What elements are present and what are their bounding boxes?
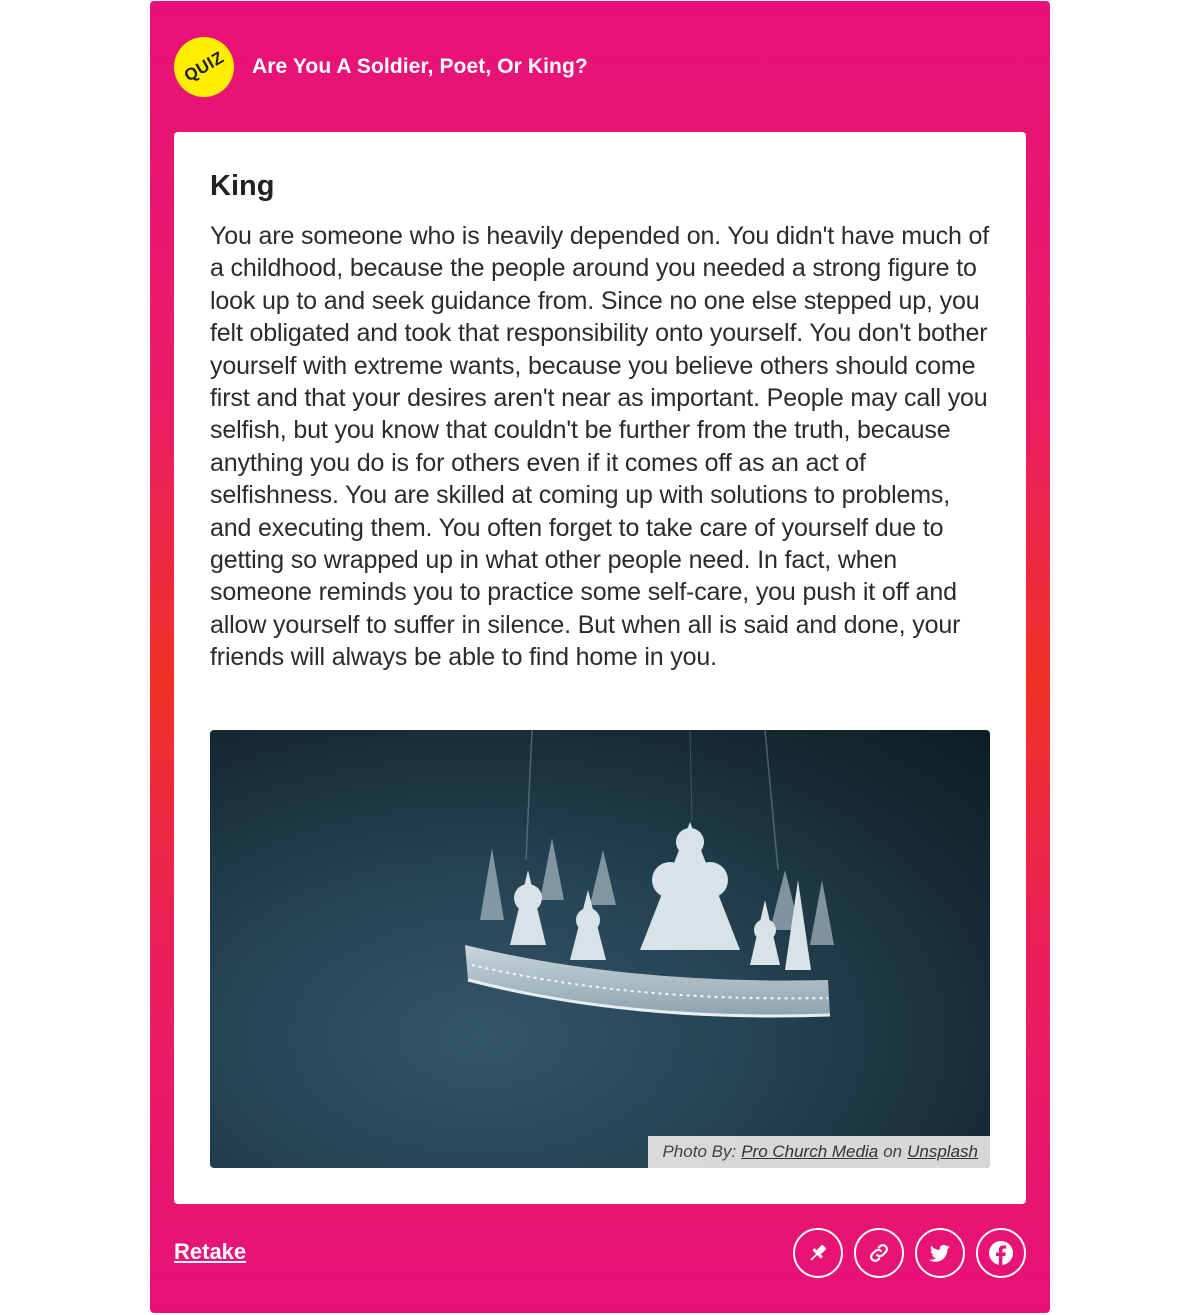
copy-link-button[interactable] bbox=[854, 1228, 904, 1278]
photo-source-link[interactable]: Unsplash bbox=[907, 1142, 978, 1161]
quiz-footer bbox=[174, 1228, 1026, 1278]
link-icon bbox=[867, 1241, 891, 1265]
twitter-share-button[interactable] bbox=[915, 1228, 965, 1278]
crown-illustration bbox=[210, 730, 990, 1168]
pin-share-button[interactable] bbox=[793, 1228, 843, 1278]
result-panel bbox=[174, 132, 1026, 1204]
photo-credit bbox=[648, 1136, 990, 1168]
quiz-header bbox=[174, 36, 588, 98]
facebook-icon bbox=[988, 1240, 1014, 1266]
facebook-share-button[interactable] bbox=[976, 1228, 1026, 1278]
result-description: You are someone who is heavily depended on. You didn't have much of a childhood, because the people around you needed a strong figure to look up to and seek guidance from. Since no one else stepped up, you felt obligated and took that responsibility onto yourself. You don't bother yourself with extreme wants, because you believe others should come first and that your desires aren't near as important. People may call you selfish, but you know that couldn't be further from the truth, because anything you do is for others even if it comes off as an act of selfishness. You are skilled at coming up with solutions to problems, and executing them. You often forget to take care of yourself due to getting so wrapped up in what other people need. In fact, when someone reminds you to practice some self-care, you push it off and allow yourself to suffer in silence. But when all is said and done, your friends will always be able to find home in you. bbox=[210, 222, 990, 672]
photo-author-link[interactable]: Pro Church Media bbox=[741, 1142, 879, 1161]
share-buttons bbox=[793, 1228, 1026, 1278]
twitter-icon bbox=[928, 1241, 952, 1265]
pin-icon bbox=[806, 1241, 830, 1265]
result-title: King bbox=[210, 170, 275, 202]
retake-link[interactable]: Retake bbox=[174, 1239, 247, 1264]
quiz-badge bbox=[174, 37, 234, 97]
result-photo bbox=[210, 730, 990, 1168]
quiz-title[interactable]: Are You A Soldier, Poet, Or King? bbox=[252, 55, 588, 78]
quiz-result-card bbox=[150, 1, 1050, 1313]
photo-credit-separator: on bbox=[883, 1142, 903, 1161]
quiz-badge-label: QUIZ bbox=[180, 47, 227, 86]
photo-credit-prefix: Photo By: bbox=[662, 1142, 737, 1161]
